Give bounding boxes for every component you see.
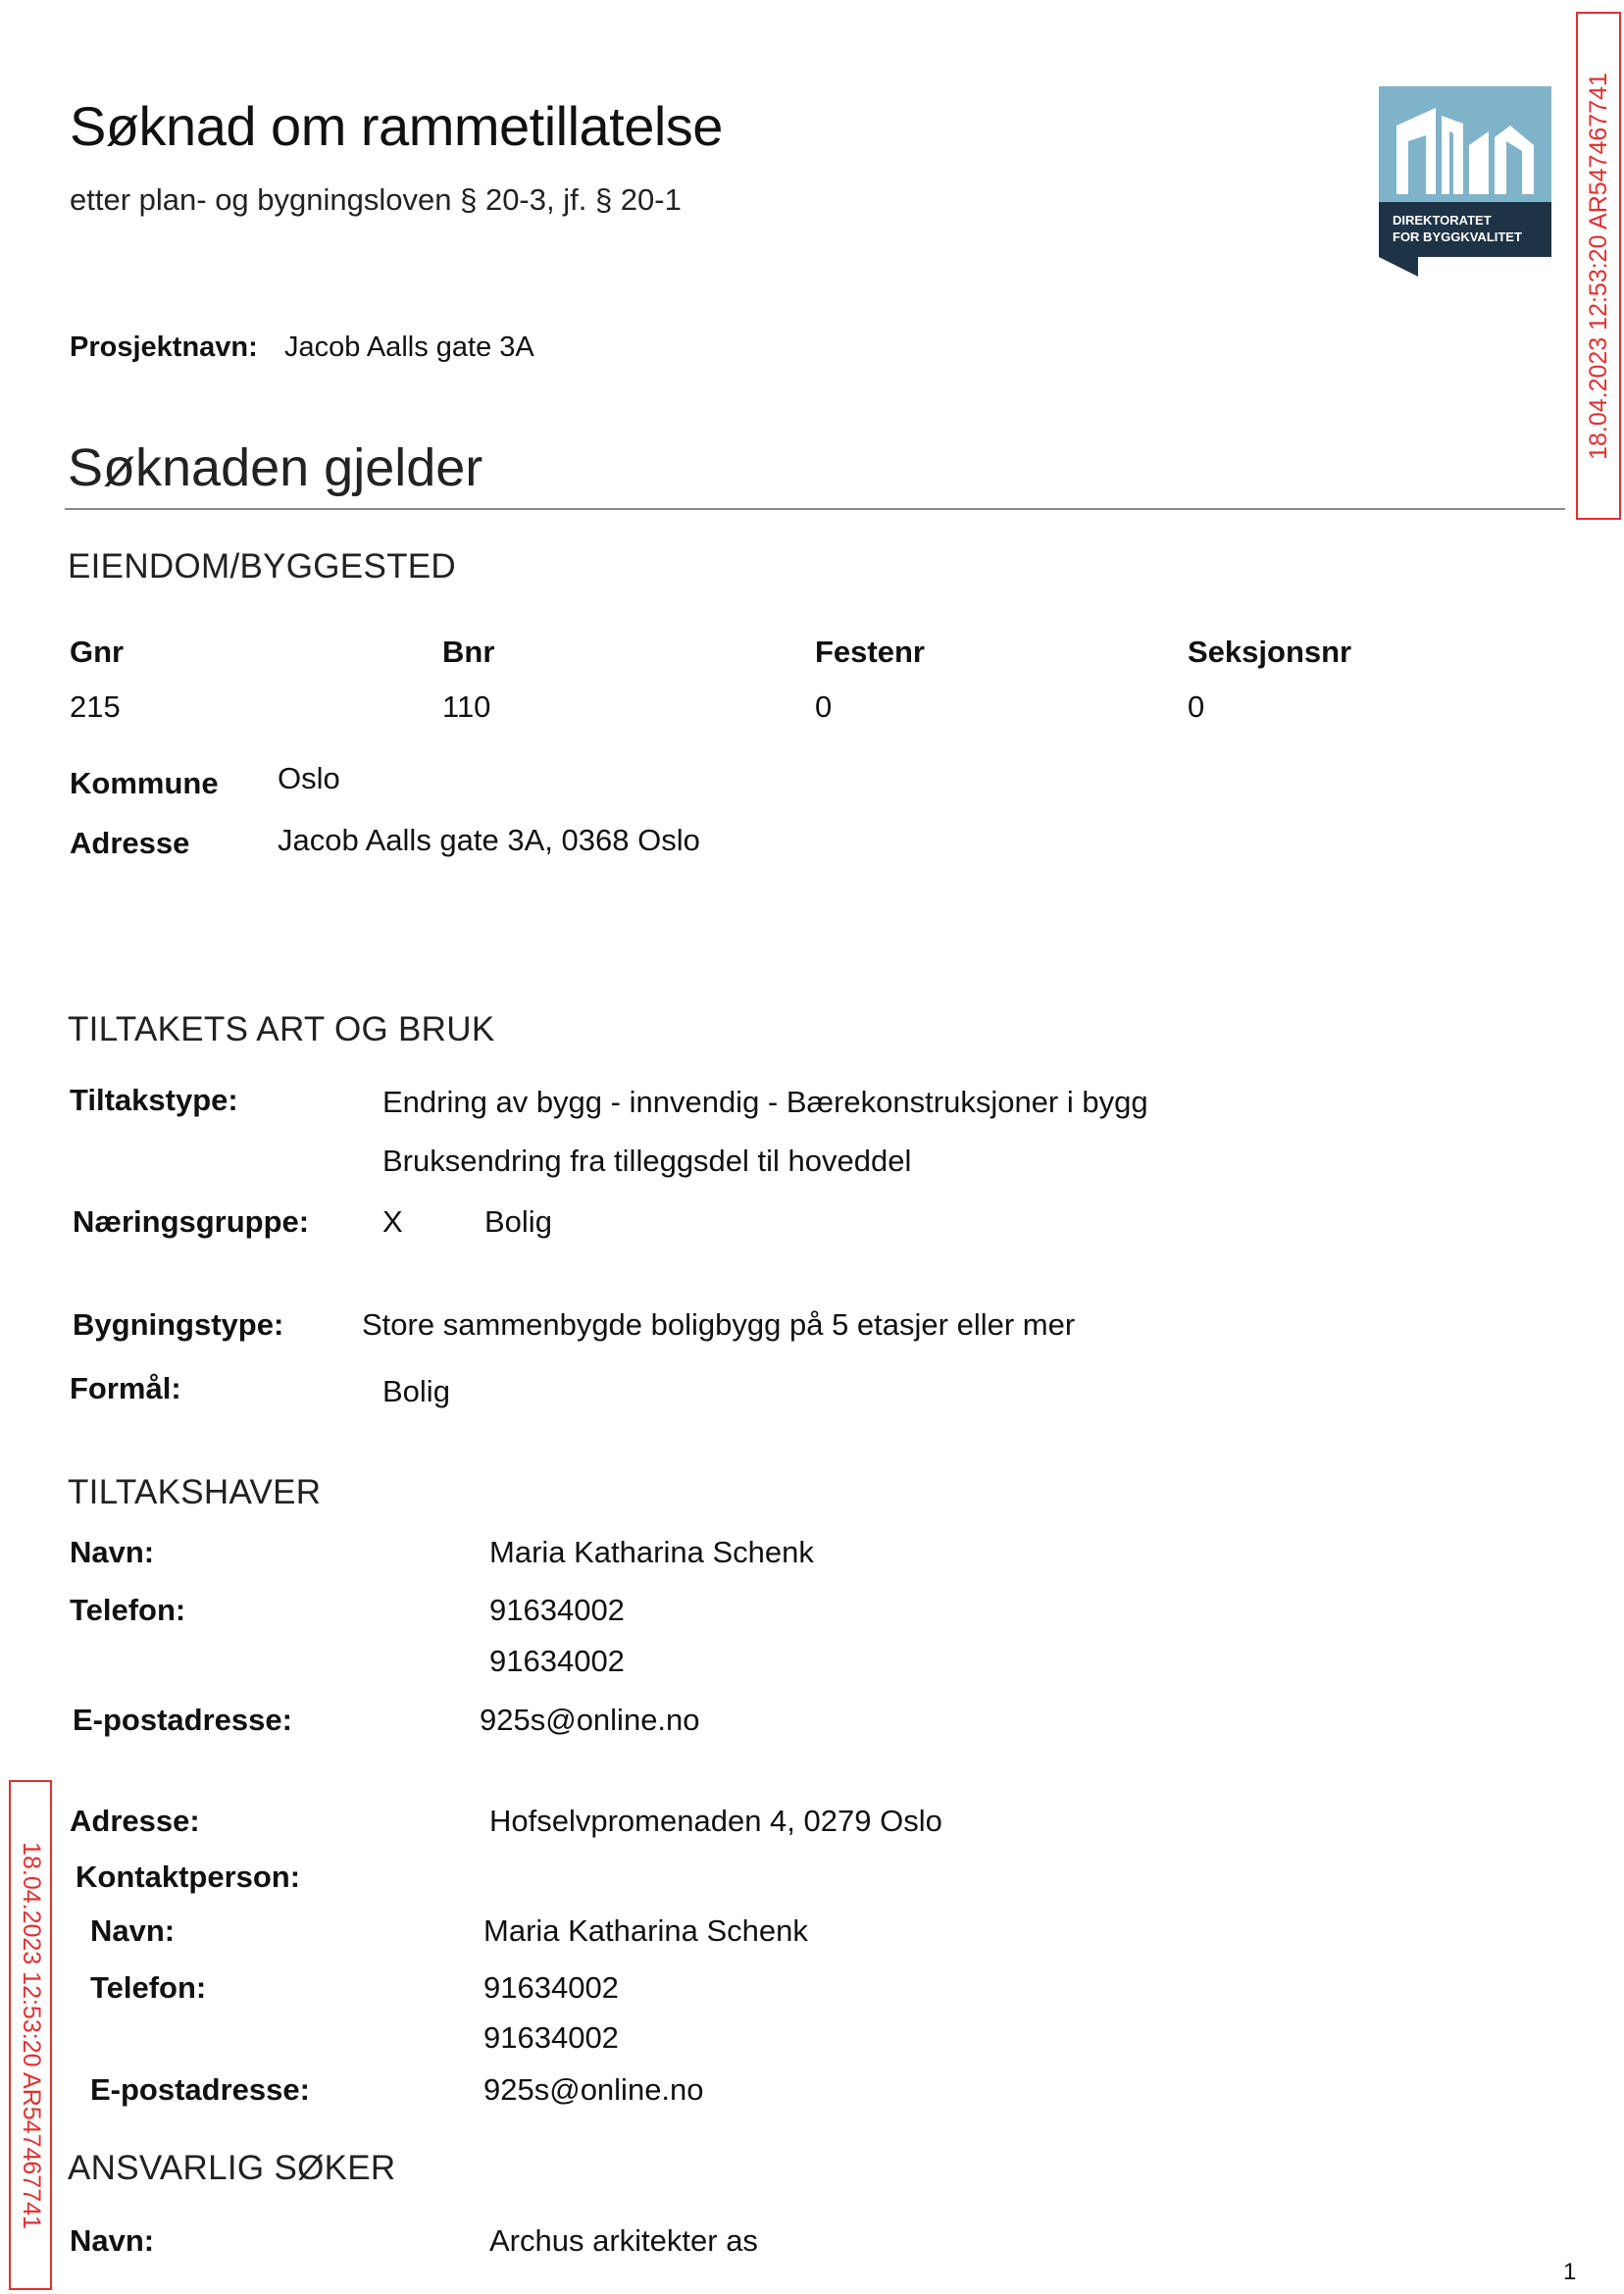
ansvarlig-navn: Archus arkitekter as	[489, 2223, 758, 2258]
tiltakshaver-navn-label: Navn:	[70, 1535, 155, 1569]
kommune-label: Kommune	[70, 766, 219, 800]
tiltakstype-value-2: Bruksendring fra tilleggsdel til hoveddel	[382, 1144, 912, 1178]
tiltakshaver-epost: 925s@online.no	[480, 1703, 700, 1737]
document-title: Søknad om rammetillatelse	[70, 95, 723, 157]
tiltakstype-value-1: Endring av bygg - innvendig - Bærekonstruksjoner i bygg	[382, 1085, 1148, 1119]
archive-stamp-top	[1576, 12, 1621, 520]
naeringsgruppe-value: Bolig	[484, 1204, 552, 1239]
page-number: 1	[1563, 2259, 1577, 2285]
col-gnr: Gnr	[70, 635, 125, 669]
kontakt-telefon-1: 91634002	[483, 1970, 619, 2005]
kontakt-epost-label: E-postadresse:	[90, 2072, 310, 2107]
tiltakshaver-adresse: Hofselvpromenaden 4, 0279 Oslo	[489, 1804, 942, 1838]
col-bnr: Bnr	[442, 635, 495, 669]
tiltakshaver-adresse-label: Adresse:	[70, 1804, 200, 1838]
tiltak-heading: TILTAKETS ART OG BRUK	[68, 1010, 495, 1048]
eiendom-heading: EIENDOM/BYGGESTED	[68, 547, 456, 586]
col-festenr: Festenr	[815, 635, 925, 669]
tiltakstype-label: Tiltakstype:	[70, 1083, 238, 1117]
val-seksjonsnr: 0	[1188, 689, 1205, 724]
adresse-value: Jacob Aalls gate 3A, 0368 Oslo	[278, 823, 700, 857]
section-divider	[65, 508, 1565, 510]
project-label: Prosjektnavn:	[70, 331, 258, 363]
archive-stamp-left	[9, 1780, 52, 2290]
tiltakshaver-epost-label: E-postadresse:	[73, 1703, 292, 1737]
kontakt-navn: Maria Katharina Schenk	[483, 1913, 808, 1948]
dibk-logo	[1379, 86, 1551, 277]
tiltakshaver-navn: Maria Katharina Schenk	[489, 1535, 814, 1569]
tiltakshaver-telefon-1: 91634002	[489, 1593, 625, 1627]
logo-text-2: FOR BYGGKVALITET	[1393, 229, 1522, 244]
formal-label: Formål:	[70, 1371, 181, 1405]
kontakt-navn-label: Navn:	[90, 1913, 176, 1948]
ansvarlig-heading: ANSVARLIG SØKER	[68, 2149, 396, 2187]
kommune-value: Oslo	[278, 761, 340, 795]
tiltakshaver-heading: TILTAKSHAVER	[68, 1473, 322, 1511]
logo-text-1: DIREKTORATET	[1393, 213, 1492, 228]
archive-stamp-left-text: 18.04.2023 12:53:20 AR547467741	[17, 1841, 45, 2229]
kontakt-telefon-label: Telefon:	[90, 1970, 207, 2005]
naeringsgruppe-code: X	[382, 1204, 403, 1239]
kontakt-epost: 925s@online.no	[483, 2072, 704, 2107]
col-seksjonsnr: Seksjonsnr	[1188, 635, 1352, 669]
bygningstype-value: Store sammenbygde boligbygg på 5 etasjer eller mer	[362, 1307, 1076, 1342]
val-bnr: 110	[442, 689, 491, 724]
kontaktperson-label: Kontaktperson:	[76, 1860, 301, 1894]
tiltakshaver-telefon-2: 91634002	[489, 1644, 625, 1678]
document-subtitle: etter plan- og bygningsloven § 20-3, jf. § 20-1	[70, 182, 682, 217]
formal-value: Bolig	[382, 1374, 450, 1408]
val-gnr: 215	[70, 689, 121, 724]
naeringsgruppe-label: Næringsgruppe:	[73, 1204, 310, 1239]
bygningstype-label: Bygningstype:	[73, 1307, 284, 1342]
val-festenr: 0	[815, 689, 833, 724]
adresse-label: Adresse	[70, 826, 190, 860]
tiltakshaver-telefon-label: Telefon:	[70, 1593, 186, 1627]
kontakt-telefon-2: 91634002	[483, 2020, 619, 2055]
section-title: Søknaden gjelder	[68, 438, 483, 497]
ansvarlig-navn-label: Navn:	[70, 2223, 155, 2258]
project-value: Jacob Aalls gate 3A	[284, 331, 534, 363]
archive-stamp-top-text: 18.04.2023 12:53:20 AR547467741	[1584, 72, 1612, 460]
